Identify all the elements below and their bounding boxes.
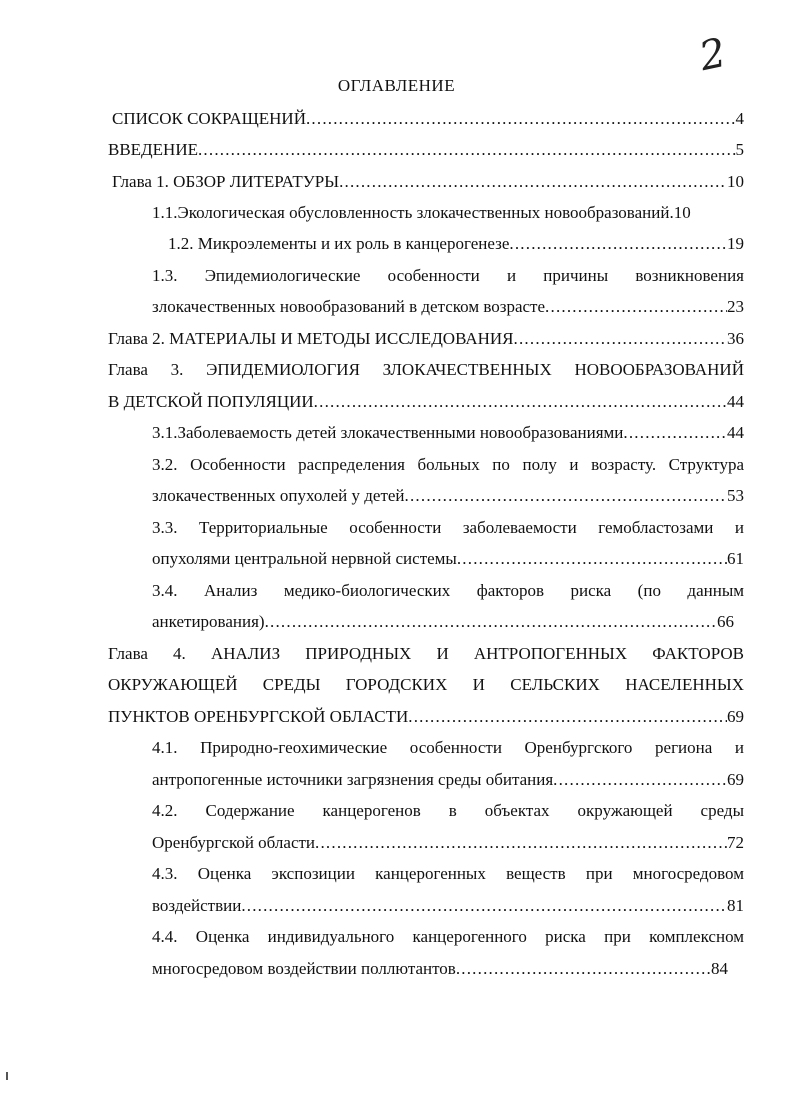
toc-entry-label: опухолями центральной нервной системы xyxy=(152,549,457,568)
toc-entry-chapter-2[interactable] xyxy=(108,328,744,350)
toc-page-number: 84 xyxy=(711,959,728,978)
scan-margin-mark xyxy=(6,1072,8,1080)
toc-page-number: 19 xyxy=(727,234,744,253)
dot-leader xyxy=(306,108,736,130)
dot-leader xyxy=(457,548,727,570)
toc-page-number: 5 xyxy=(735,140,744,159)
toc-entry-section-4-4[interactable] xyxy=(152,958,728,980)
toc-entry-label: ПУНКТОВ ОРЕНБУРГСКОЙ ОБЛАСТИ xyxy=(108,707,409,726)
toc-entry-section-4-3[interactable] xyxy=(152,895,744,917)
toc-entry-label: 3.1.Заболеваемость детей злокачественными новообразованиями xyxy=(152,423,624,442)
toc-page-number: 10 xyxy=(673,203,691,222)
toc-entry-chapter-1[interactable] xyxy=(112,171,744,193)
dot-leader xyxy=(315,832,727,854)
toc-entry-label: В ДЕТСКОЙ ПОПУЛЯЦИИ xyxy=(108,392,314,411)
toc-page-number: 61 xyxy=(727,549,744,568)
toc-entry-label: антропогенные источники загрязнения среды обитания xyxy=(152,770,554,789)
toc-entry-label: 1.1.Экологическая обусловленность злокачественных новообразований. xyxy=(152,203,674,222)
toc-page-number: 44 xyxy=(727,423,744,442)
toc-entry-section-3-3-line1[interactable]: 3.3. Территориальные особенности заболеваемости гемобластозами и xyxy=(152,518,744,537)
toc-entry-label: 1.2. Микроэлементы и их роль в канцерогенезе xyxy=(168,234,510,253)
dot-leader xyxy=(553,769,727,791)
toc-entry-chapter-3[interactable] xyxy=(108,391,744,413)
toc-entry-section-4-2-line1[interactable]: 4.2. Содержание канцерогенов в объектах окружающей среды xyxy=(152,801,744,820)
toc-entry-section-1-1[interactable] xyxy=(152,202,744,224)
handwritten-page-number: 2 xyxy=(695,29,730,81)
dot-leader xyxy=(314,391,727,413)
toc-entry-section-3-2[interactable] xyxy=(152,485,744,507)
toc-entry-section-4-2[interactable] xyxy=(152,832,744,854)
dot-leader xyxy=(509,233,727,255)
dot-leader xyxy=(514,328,727,350)
dot-leader xyxy=(623,422,727,444)
toc-page-number: 44 xyxy=(727,392,744,411)
toc-entry-label: злокачественных опухолей у детей xyxy=(152,486,405,505)
toc-entry-section-4-3-line1[interactable]: 4.3. Оценка экспозиции канцерогенных веществ при многосредовом xyxy=(152,864,744,883)
toc-entry-chapter-4-line2[interactable]: ОКРУЖАЮЩЕЙ СРЕДЫ ГОРОДСКИХ И СЕЛЬСКИХ НАСЕЛЕННЫХ xyxy=(108,675,744,694)
toc-page-number: 10 xyxy=(727,172,744,191)
toc-entry-section-3-1[interactable] xyxy=(152,422,744,444)
toc-page-number: 72 xyxy=(727,833,744,852)
toc-entry-label: СПИСОК СОКРАЩЕНИЙ xyxy=(112,109,306,128)
toc-page-number: 23 xyxy=(727,297,744,316)
toc-entry-label: ВВЕДЕНИЕ xyxy=(108,140,198,159)
dot-leader xyxy=(545,296,727,318)
toc-entry-section-1-3-line1[interactable]: 1.3. Эпидемиологические особенности и причины возникновения xyxy=(152,266,744,285)
dot-leader xyxy=(265,611,717,633)
toc-entry-label: Глава 2. МАТЕРИАЛЫ И МЕТОДЫ ИССЛЕДОВАНИЯ xyxy=(108,329,514,348)
toc-entry-label: воздействии xyxy=(152,896,242,915)
toc-entry-abbreviations[interactable] xyxy=(112,108,744,130)
toc-entry-section-3-4-line1[interactable]: 3.4. Анализ медико-биологических факторов риска (по данным xyxy=(152,581,744,600)
toc-page-number: 81 xyxy=(727,896,744,915)
toc-page-number: 36 xyxy=(727,329,744,348)
toc-entry-chapter-4[interactable] xyxy=(108,706,744,728)
toc-entry-section-3-2-line1[interactable]: 3.2. Особенности распределения больных по полу и возрасту. Структура xyxy=(152,455,744,474)
toc-entry-section-4-1[interactable] xyxy=(152,769,744,791)
toc-entry-section-1-3[interactable] xyxy=(152,296,744,318)
toc-entry-label: Оренбургской области xyxy=(152,833,316,852)
toc-entry-section-3-4[interactable] xyxy=(152,611,734,633)
toc-page-number: 69 xyxy=(727,770,744,789)
toc-entry-label: Глава 1. ОБЗОР ЛИТЕРАТУРЫ xyxy=(112,172,340,191)
toc-entry-chapter-3-line1[interactable]: Глава 3. ЭПИДЕМИОЛОГИЯ ЗЛОКАЧЕСТВЕННЫХ НОВООБРАЗОВАНИЙ xyxy=(108,360,744,379)
toc-entry-section-4-1-line1[interactable]: 4.1. Природно-геохимические особенности Оренбургского региона и xyxy=(152,738,744,757)
toc-entry-section-4-4-line1[interactable]: 4.4. Оценка индивидуального канцерогенного риска при комплексном xyxy=(152,927,744,946)
dot-leader xyxy=(408,706,727,728)
toc-page-number: 69 xyxy=(727,707,744,726)
toc-entry-label: анкетирования) xyxy=(152,612,265,631)
dot-leader xyxy=(241,895,727,917)
toc-entry-chapter-4-line1[interactable]: Глава 4. АНАЛИЗ ПРИРОДНЫХ И АНТРОПОГЕННЫХ ФАКТОРОВ xyxy=(108,644,744,663)
toc-page-number: 53 xyxy=(727,486,744,505)
toc-entry-section-3-3[interactable] xyxy=(152,548,744,570)
toc-entry-label: многосредовом воздействии поллютантов xyxy=(152,959,456,978)
toc-entry-introduction[interactable] xyxy=(108,139,744,161)
page-title: ОГЛАВЛЕНИЕ xyxy=(337,76,456,95)
dot-leader xyxy=(198,139,736,161)
dot-leader xyxy=(405,485,727,507)
toc-entry-label: злокачественных новообразований в детском возрасте xyxy=(152,297,546,316)
toc-page-number: 66 xyxy=(717,612,734,631)
toc-page-number: 4 xyxy=(735,109,744,128)
toc-entry-section-1-2[interactable] xyxy=(168,233,744,255)
dot-leader xyxy=(339,171,727,193)
dot-leader xyxy=(456,958,711,980)
